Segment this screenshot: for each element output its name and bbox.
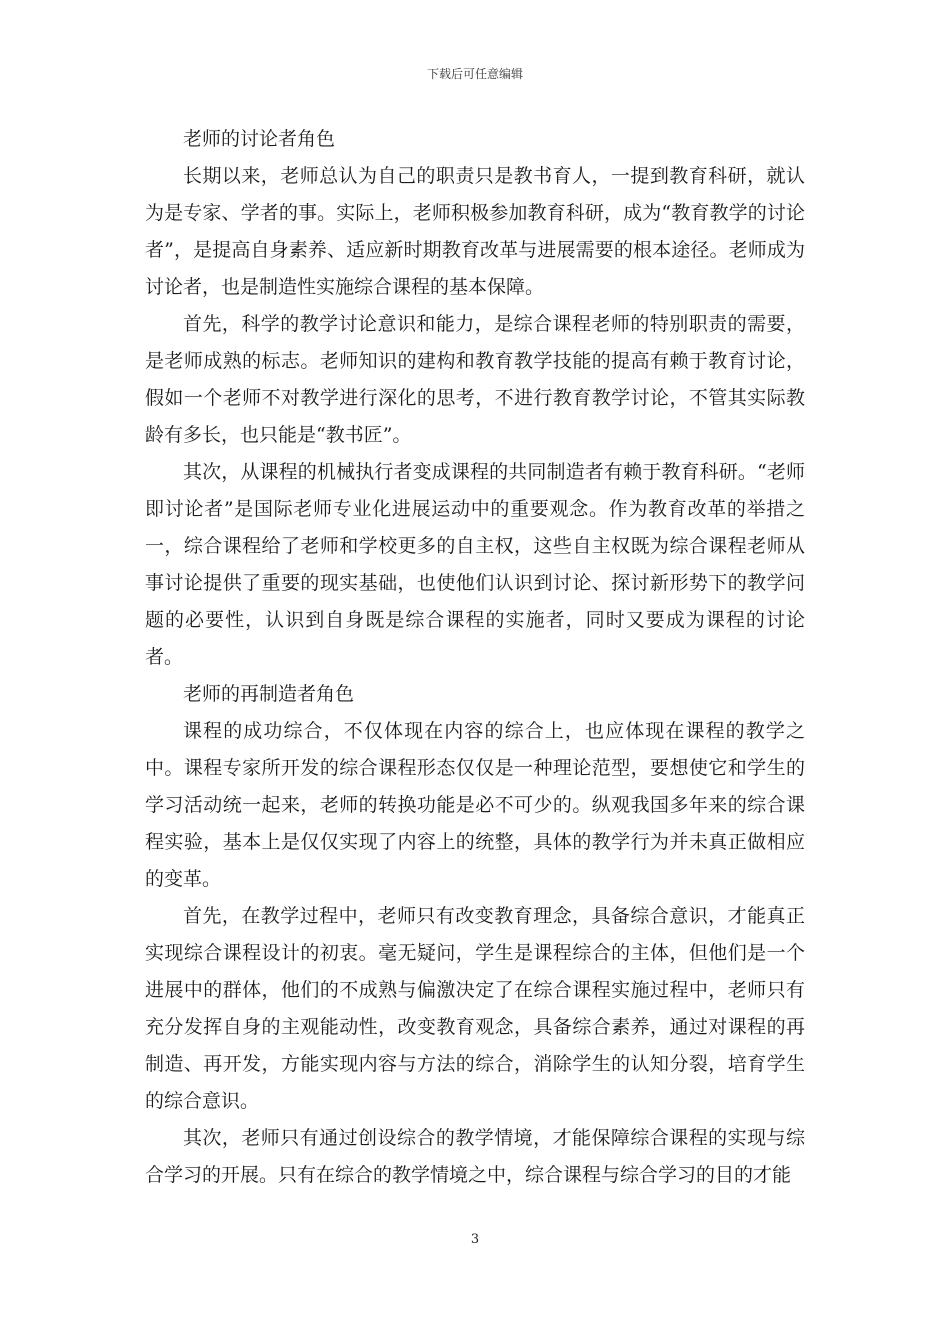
paragraph: 其次，从课程的机械执行者变成课程的共同制造者有赖于教育科研。“老师即讨论者”是国际老师专业化进展运动中的重要观念。作为教育改革的举措之一，综合课程给了老师和学校更多的自主权，这些自主权既为综合课程老师从事讨论提供了重要的现实基础，也使他们认识到讨论、探讨新形势下的教学问题的必要性，认识到自身既是综合课程的实施者，同时又要成为课程的讨论者。 (145, 461, 805, 668)
paragraph: 其次，老师只有通过创设综合的教学情境，才能保障综合课程的实现与综合学习的开展。只有在综合的教学情境之中，综合课程与综合学习的目的才能 (145, 1127, 805, 1186)
page-header: 下载后可任意编辑 (426, 67, 523, 81)
section-heading-researcher: 老师的讨论者角色 (183, 128, 336, 150)
paragraph: 首先，科学的教学讨论意识和能力，是综合课程老师的特别职责的需要，是老师成熟的标志。老师知识的建构和教育教学技能的提高有赖于教育讨论，假如一个老师不对教学进行深化的思考，不进行教育教学讨论，不管其实际教龄有多长，也只能是“教书匠”。 (145, 313, 805, 446)
document-body (145, 121, 805, 1194)
section-heading-recreator: 老师的再制造者角色 (183, 683, 355, 705)
page-number: 3 (470, 1232, 480, 1247)
paragraph: 首先，在教学过程中，老师只有改变教育理念，具备综合意识，才能真正实现综合课程设计的初衷。毫无疑问，学生是课程综合的主体，但他们是一个进展中的群体，他们的不成熟与偏激决定了在综合课程实施过程中，老师只有充分发挥自身的主观能动性，改变教育观念，具备综合素养，通过对课程的再制造、再开发，方能实现内容与方法的综合，消除学生的认知分裂，培育学生的综合意识。 (145, 905, 805, 1112)
paragraph: 课程的成功综合，不仅体现在内容的综合上，也应体现在课程的教学之中。课程专家所开发的综合课程形态仅仅是一种理论范型，要想使它和学生的学习活动统一起来，老师的转换功能是必不可少的。纵观我国多年来的综合课程实验，基本上是仅仅实现了内容上的统整，具体的教学行为并未真正做相应的变革。 (145, 720, 805, 890)
paragraph: 长期以来，老师总认为自己的职责只是教书育人，一提到教育科研，就认为是专家、学者的事。实际上，老师积极参加教育科研，成为“教育教学的讨论者”，是提高自身素养、适应新时期教育改革与进展需要的根本途径。老师成为讨论者，也是制造性实施综合课程的基本保障。 (145, 165, 805, 298)
